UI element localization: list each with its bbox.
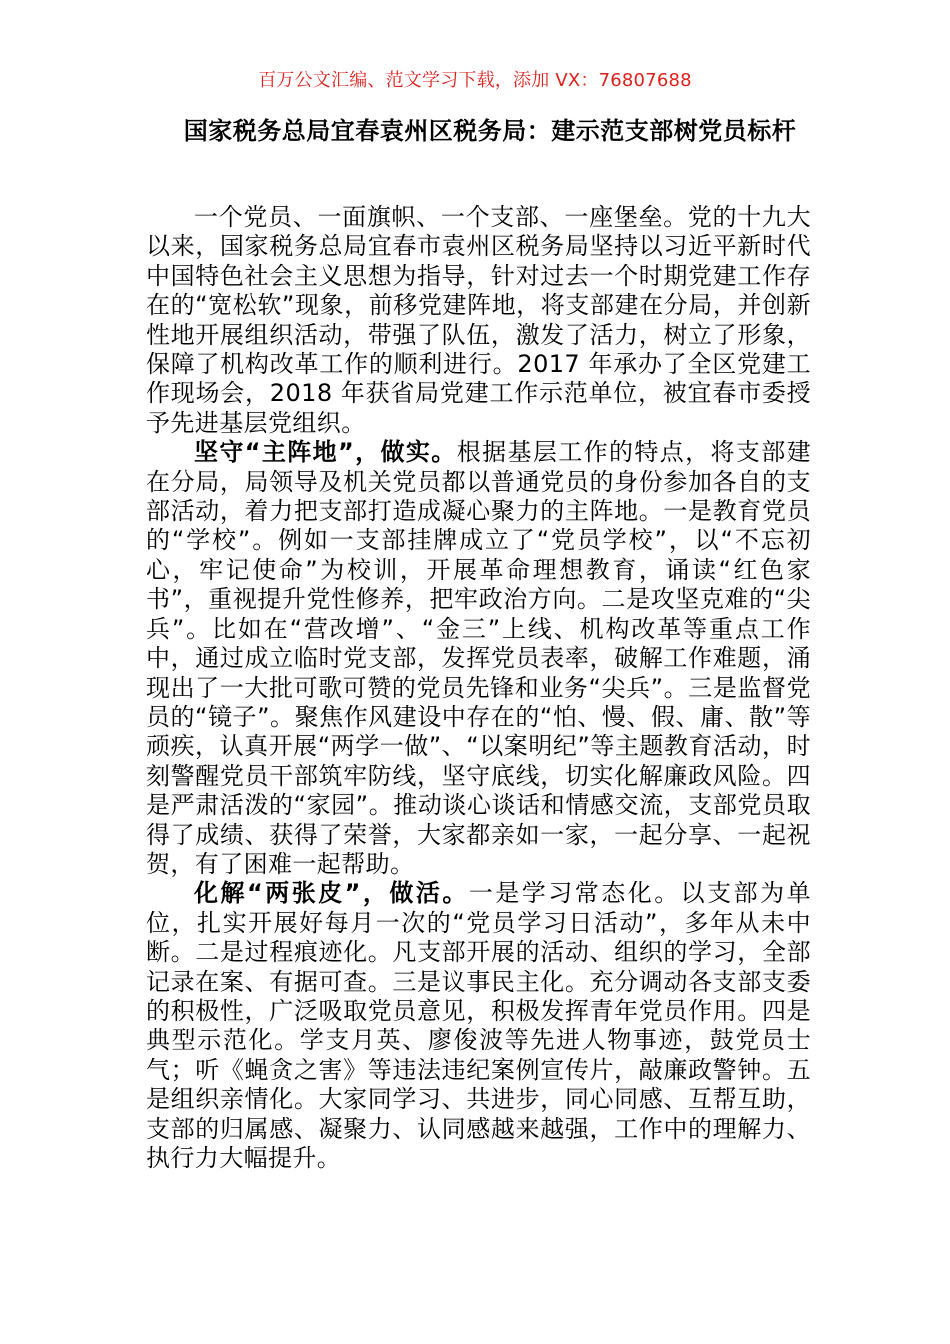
paragraph-text: 一是学习常态化。以支部为单位，扎实开展好每月一次的“党员学习日活动”，多年从未中断。二是过程痕迹化。凡支部开展的活动、组织的学习，全部记录在案、有据可查。三是议事民主化。充分调动各支部支委的积极性，广泛吸取党员意见，积极发挥青年党员作用。四是典型示范化。学支月英、廖俊波等先进人物事迹，鼓党员士气；听《蝇贪之害》等违法违纪案例宣传片，敲廉政警钟。五是组织亲情化。大家同学习、共进步，同心同感、互帮互助，支部的归属感、凝聚力、认同感越来越强，工作中的理解力、执行力大幅提升。 (146, 879, 811, 1172)
page-title: 国家税务总局宜春袁州区税务局：建示范支部树党员标杆 (183, 117, 797, 145)
paragraph-two-skins (146, 879, 811, 1173)
paragraph-text: 一个党员、一面旗帜、一个支部、一座堡垒。党的十九大以来，国家税务总局宜春市袁州区税务局坚持以习近平新时代中国特色社会主义思想为指导，针对过去一个时期党建工作存在的“宽松软”现象，前移党建阵地，将支部建在分局，并创新性地开展组织活动，带强了队伍，激发了活力，树立了形象，保障了机构改革工作的顺利进行。2017 年承办了全区党建工作现场会，2018 年获省局党建工作示范单位，被宜春市委授予先进基层党组织。 (146, 203, 811, 437)
paragraph-text: 根据基层工作的特点，将支部建在分局，局领导及机关党员都以普通党员的身份参加各自的支部活动，着力把支部打造成凝心聚力的主阵地。一是教育党员的“学校”。例如一支部挂牌成立了“党员学校”，以“不忘初心，牢记使命”为校训，开展革命理想教育，诵读“红色家书”，重视提升党性修养，把牢政治方向。二是攻坚克难的“尖兵”。比如在“营改增”、“金三”上线、机构改革等重点工作中，通过成立临时党支部，发挥党员表率，破解工作难题，涌现出了一大批可歌可赞的党员先锋和业务“尖兵”。三是监督党员的“镜子”。聚焦作风建设中存在的“怕、慢、假、庸、散”等顽疾，认真开展“两学一做”、“以案明纪”等主题教育活动，时刻警醒党员干部筑牢防线，坚守底线，切实化解廉政风险。四是严肃活泼的“家园”。推动谈心谈话和情感交流，支部党员取得了成绩、获得了荣誉，大家都亲如一家，一起分享、一起祝贺，有了困难一起帮助。 (146, 438, 811, 878)
paragraph-intro (146, 203, 811, 438)
paragraph-lead: 坚守“主阵地”，做实。 (194, 438, 457, 467)
paragraph-lead: 化解“两张皮”，做活。 (194, 879, 469, 908)
paragraph-main-front (146, 438, 811, 879)
header-note: 百万公文汇编、范文学习下载，添加 VX：76807688 (258, 70, 692, 91)
article-body (146, 203, 811, 1173)
